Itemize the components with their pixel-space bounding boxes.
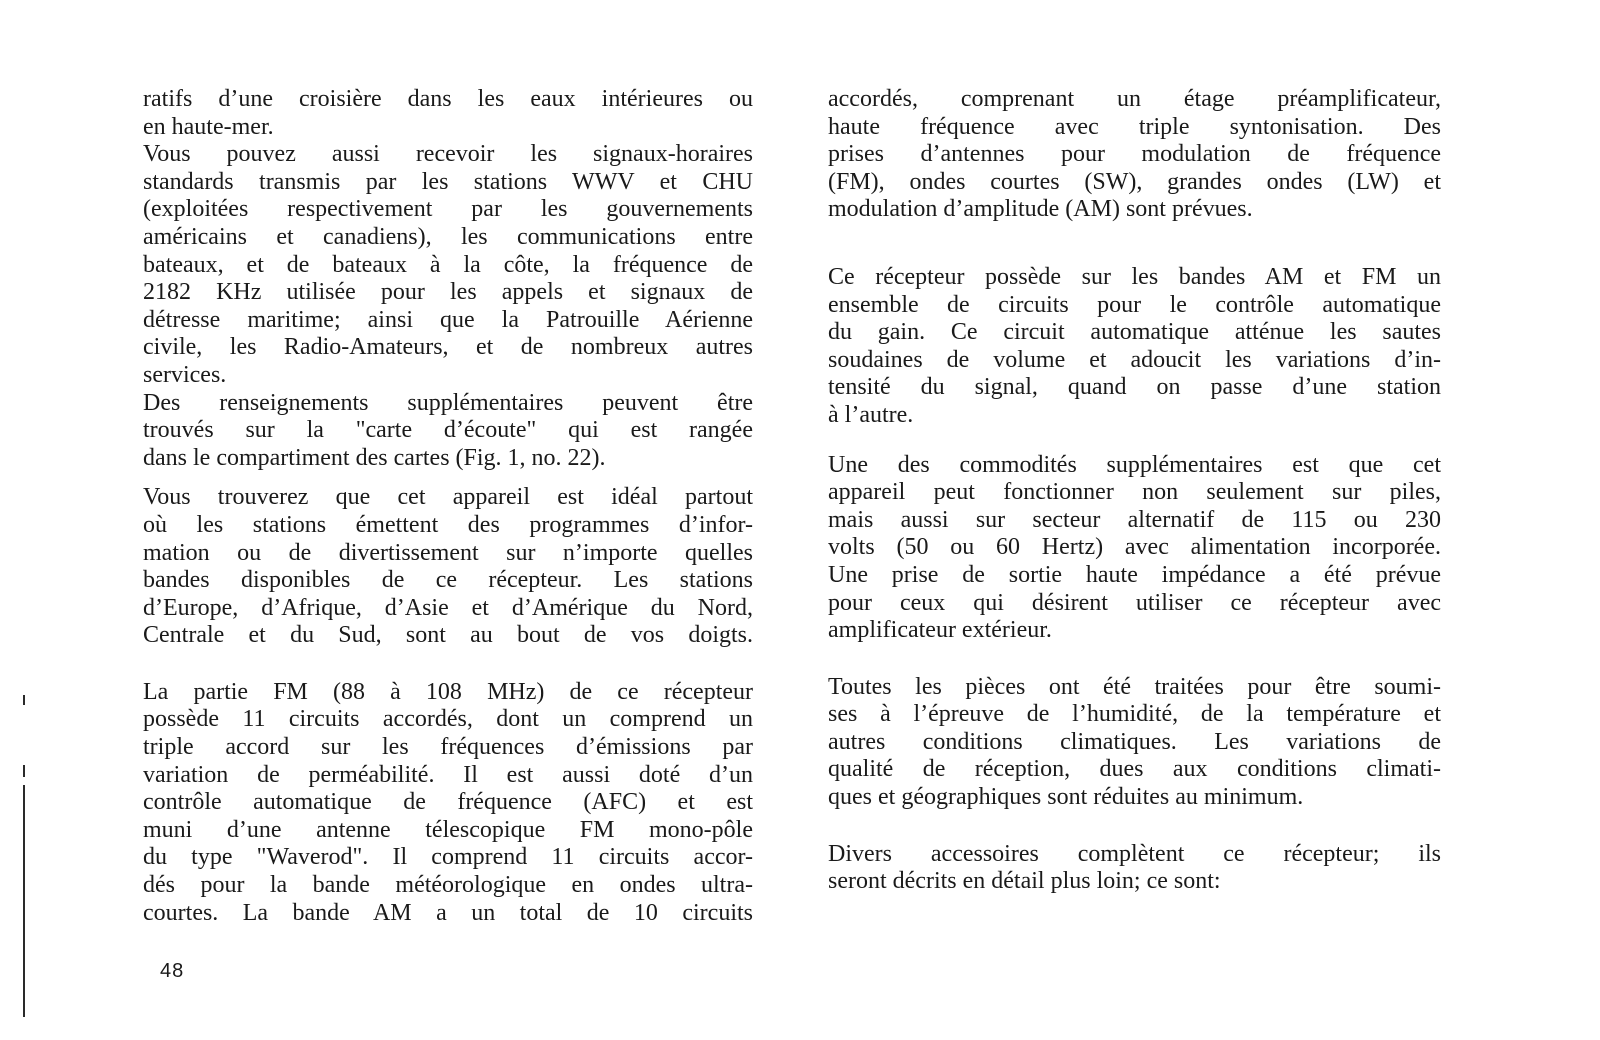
text-line: Vous pouvez aussi recevoir les signaux-horaires	[143, 141, 753, 168]
text-line: ques et géographiques sont réduites au minimum.	[828, 784, 1304, 811]
left-column	[143, 86, 753, 927]
paragraph-cruise-intro	[143, 86, 753, 141]
text-line: prises d’antennes pour modulation de fréquence	[828, 141, 1441, 168]
text-line: bateaux, et de bateaux à la côte, la fréquence de	[143, 251, 753, 278]
text-line: Une prise de sortie haute impédance a été prévue	[828, 561, 1441, 588]
text-line: Des renseignements supplémentaires peuvent être	[143, 389, 753, 416]
text-line: du type "Waverod". Il comprend 11 circuits accor-	[143, 844, 753, 871]
text-line: tensité du signal, quand on passe d’une station	[828, 374, 1441, 401]
text-line: Vous trouverez que cet appareil est idéal partout	[143, 484, 753, 511]
text-line: Toutes les pièces ont été traitées pour être soumi-	[828, 673, 1441, 700]
text-line: dés pour la bande météorologique en ondes ultra-	[143, 872, 753, 899]
text-line: appareil peut fonctionner non seulement sur piles,	[828, 479, 1441, 506]
text-line: soudaines de volume et adoucit les variations d’in-	[828, 346, 1441, 373]
text-line: La partie FM (88 à 108 MHz) de ce récepteur	[143, 678, 753, 705]
text-line: possède 11 circuits accordés, dont un comprend un	[143, 706, 753, 733]
paragraph-power-options	[828, 452, 1441, 645]
text-line: Ce récepteur possède sur les bandes AM et FM un	[828, 263, 1441, 290]
text-line: Une des commodités supplémentaires est que cet	[828, 451, 1441, 478]
text-line: 2182 KHz utilisée pour les appels et signaux de	[143, 279, 753, 306]
text-line: muni d’une antenne télescopique FM mono-pôle	[143, 816, 753, 843]
text-line: américains et canadiens), les communications entre	[143, 223, 753, 250]
text-line: amplificateur extérieur.	[828, 617, 1052, 644]
paragraph-ideal-everywhere	[143, 484, 753, 650]
page-number: 48	[160, 960, 185, 982]
text-line: mais aussi sur secteur alternatif de 115 ou 230	[828, 506, 1441, 533]
text-line: accordés, comprenant un étage préamplificateur,	[828, 86, 1441, 112]
text-line: en haute-mer.	[143, 113, 274, 140]
text-line: modulation d’amplitude (AM) sont prévues.	[828, 196, 1253, 223]
text-line: triple accord sur les fréquences d’émissions par	[143, 734, 753, 761]
text-line: ensemble de circuits pour le contrôle automatique	[828, 291, 1441, 318]
margin-rule	[23, 765, 25, 777]
text-line: standards transmis par les stations WWV et CHU	[143, 168, 753, 195]
text-line: (FM), ondes courtes (SW), grandes ondes (LW) et	[828, 168, 1441, 195]
text-line: civile, les Radio-Amateurs, et de nombreux autres	[143, 334, 753, 361]
text-line: contrôle automatique de fréquence (AFC) et est	[143, 789, 753, 816]
paragraph-fm-section	[143, 679, 753, 927]
paragraph-accessories	[828, 841, 1441, 896]
text-line: Centrale et du Sud, sont au bout de vos doigts.	[143, 622, 753, 649]
margin-rule	[23, 695, 25, 705]
text-line: Divers accessoires complètent ce récepteur; ils	[828, 840, 1441, 867]
text-line: pour ceux qui désirent utiliser ce récepteur avec	[828, 589, 1441, 616]
text-line: d’Europe, d’Afrique, d’Asie et d’Amérique du Nord,	[143, 594, 753, 621]
text-line: trouvés sur la "carte d’écoute" qui est rangée	[143, 417, 753, 444]
text-line: haute fréquence avec triple syntonisation. Des	[828, 113, 1441, 140]
text-line: ses à l’épreuve de l’humidité, de la température et	[828, 701, 1441, 728]
text-line: qualité de réception, dues aux conditions climati-	[828, 756, 1441, 783]
text-line: dans le compartiment des cartes (Fig. 1, no. 22).	[143, 444, 606, 471]
text-line: (exploitées respectivement par les gouvernements	[143, 196, 753, 223]
margin-rule	[23, 785, 25, 1017]
text-line: ratifs d’une croisière dans les eaux intérieures ou	[143, 86, 753, 112]
text-line: détresse maritime; ainsi que la Patrouille Aérienne	[143, 306, 753, 333]
text-line: bandes disponibles de ce récepteur. Les stations	[143, 567, 753, 594]
text-line: où les stations émettent des programmes d’infor-	[143, 511, 753, 538]
text-line: à l’autre.	[828, 401, 914, 428]
text-line: mation ou de divertissement sur n’importe quelles	[143, 539, 753, 566]
right-column	[828, 86, 1441, 896]
paragraph-gain-control	[828, 264, 1441, 430]
text-line: seront décrits en détail plus loin; ce sont:	[828, 868, 1221, 895]
text-line: autres conditions climatiques. Les variations de	[828, 728, 1441, 755]
text-line: du gain. Ce circuit automatique atténue les sautes	[828, 319, 1441, 346]
paragraph-climate-treatment	[828, 674, 1441, 812]
text-line: variation de perméabilité. Il est aussi doté d’un	[143, 761, 753, 788]
text-line: volts (50 ou 60 Hertz) avec alimentation incorporée.	[828, 534, 1441, 561]
paragraph-time-signals	[143, 141, 753, 389]
text-line: courtes. La bande AM a un total de 10 circuits	[143, 899, 753, 926]
paragraph-listening-card	[143, 390, 753, 473]
text-line: services.	[143, 361, 227, 388]
paragraph-am-circuits	[828, 86, 1441, 224]
